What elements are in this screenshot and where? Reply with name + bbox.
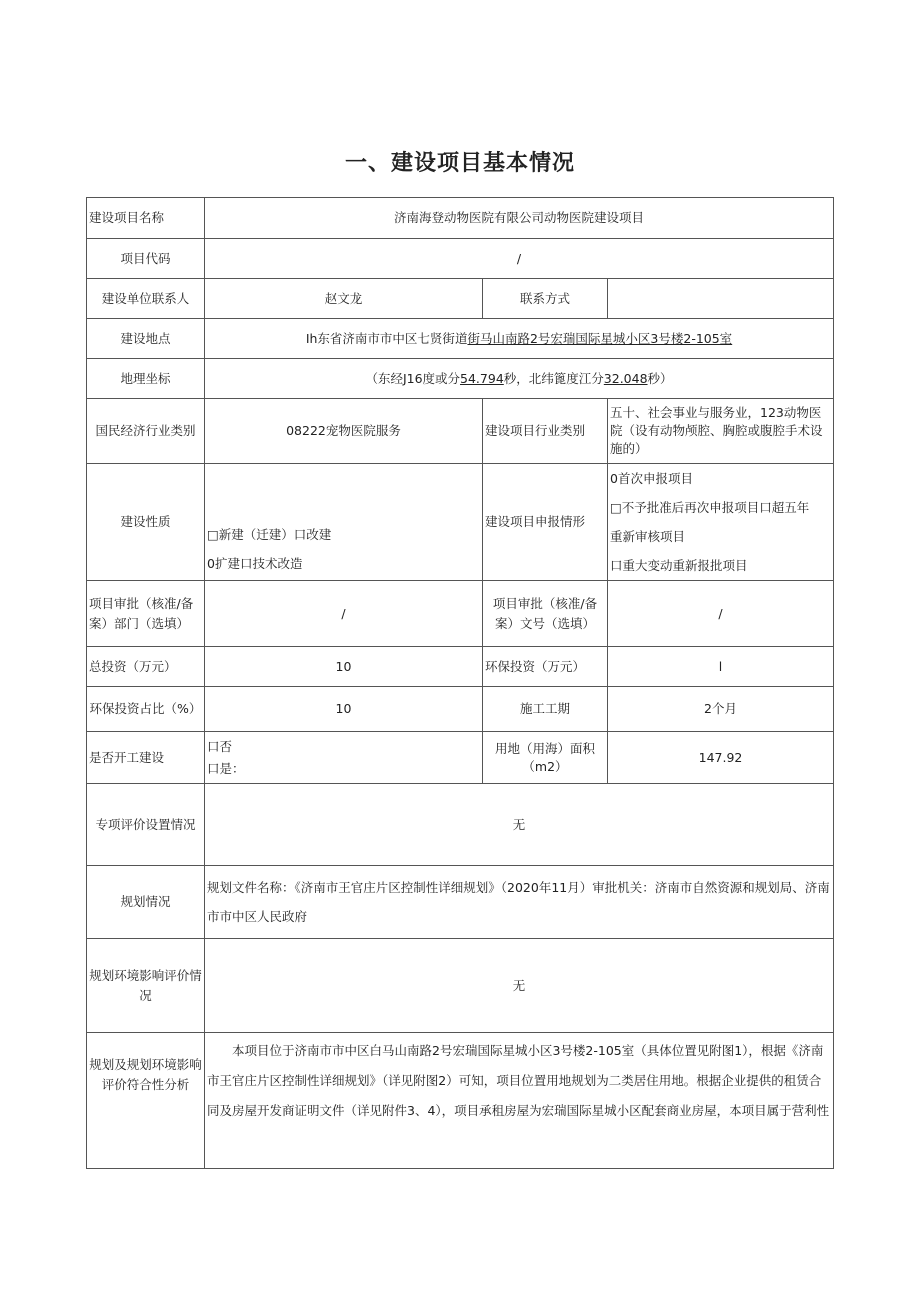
row-special	[87, 784, 834, 866]
value-approval-no: /	[608, 581, 834, 647]
coords-lat: 32.048	[603, 370, 648, 386]
label-coords: 地理坐标	[87, 359, 205, 399]
label-industry: 国民经济行业类别	[87, 399, 205, 464]
page-title: 一、建设项目基本情况	[344, 151, 575, 176]
value-contact: 赵文龙	[205, 279, 483, 319]
value-env-ratio: 10	[205, 687, 483, 732]
label-location: 建设地点	[87, 319, 205, 359]
value-project-code: /	[205, 239, 834, 279]
value-nature	[205, 464, 483, 581]
value-planning: 规划文件名称：《济南市王官庄片区控制性详细规划》（2020年11月）审批机关：济南市自然资源和规划局、济南市市中区人民政府	[205, 866, 834, 939]
report-option-1: 0首次申报项目	[610, 471, 693, 486]
report-option-4: 口重大变动重新报批项目	[610, 558, 748, 573]
value-coords	[205, 359, 834, 399]
value-env-investment: l	[608, 647, 834, 687]
label-planning: 规划情况	[87, 866, 205, 939]
label-investment: 总投资（万元）	[87, 647, 205, 687]
coords-p1: （东经J16度或分	[365, 370, 461, 386]
location-prefix: Ih东省济南市市中区七贤街道	[305, 330, 468, 346]
row-industry	[87, 399, 834, 464]
row-approval	[87, 581, 834, 647]
row-location	[87, 319, 834, 359]
value-project-name: 济南海登动物医院有限公司动物医院建设项目	[205, 198, 834, 239]
label-construction-period: 施工工期	[483, 687, 608, 732]
value-started	[205, 732, 483, 784]
label-started: 是否开工建设	[87, 732, 205, 784]
label-project-name: 建设项目名称	[87, 198, 205, 239]
value-planning-eia: 无	[205, 939, 834, 1033]
value-approval-dept: /	[205, 581, 483, 647]
row-planning	[87, 866, 834, 939]
row-investment	[87, 647, 834, 687]
value-contact-method	[608, 279, 834, 319]
label-approval-no: 项目审批（核准/备案）文号（选填）	[483, 581, 608, 647]
label-special-eval: 专项评价设置情况	[87, 784, 205, 866]
report-option-3: 重新审核项目	[610, 529, 686, 544]
label-land-area: 用地（用海）面积（m2）	[483, 732, 608, 784]
row-coords	[87, 359, 834, 399]
label-industry-category: 建设项目行业类别	[483, 399, 608, 464]
label-env-investment: 环保投资（万元）	[483, 647, 608, 687]
location-underlined: 街马山南路2号宏瑞国际星城小区3号楼2-105室	[467, 330, 733, 346]
label-conformity: 规划及规划环境影响评价符合性分析	[87, 1033, 205, 1169]
label-planning-eia: 规划环境影响评价情况	[87, 939, 205, 1033]
label-contact-method: 联系方式	[483, 279, 608, 319]
label-report-situation: 建设项目申报情形	[483, 464, 608, 581]
value-special-eval: 无	[205, 784, 834, 866]
coords-lng: 54.794	[460, 370, 504, 386]
value-industry: 08222宠物医院服务	[205, 399, 483, 464]
value-conformity: 本项目位于济南市市中区白马山南路2号宏瑞国际星城小区3号楼2-105室（具体位置见附图1），根据《济南市王官庄片区控制性详细规划》（详见附图2）可知，项目位置用地规划为二类居住用地。根据企业提供的租赁合同及房屋开发商证明文件（详见附件3、4），项目承租房屋为宏瑞国际星城小区配套商业房屋，本项目属于营利性	[205, 1033, 834, 1169]
row-project-name	[87, 198, 834, 239]
label-approval-dept: 项目审批（核准/备案）部门（选填）	[87, 581, 205, 647]
row-planning-eia	[87, 939, 834, 1033]
value-construction-period: 2个月	[608, 687, 834, 732]
report-option-2: □不予批准后再次申报项目口超五年	[610, 500, 810, 515]
value-location	[205, 319, 834, 359]
nature-option-line2: 0扩建口技术改造	[207, 556, 303, 571]
value-investment: 10	[205, 647, 483, 687]
row-project-code	[87, 239, 834, 279]
label-env-ratio: 环保投资占比（%）	[87, 687, 205, 732]
row-ratio	[87, 687, 834, 732]
row-conformity	[87, 1033, 834, 1169]
started-option-no: 口否	[207, 738, 233, 754]
label-project-code: 项目代码	[87, 239, 205, 279]
nature-option-line1: □新建（迁建）口改建	[207, 527, 332, 542]
coords-p2: 秒，北纬篦度江分	[503, 370, 604, 386]
coords-p3: 秒）	[647, 370, 673, 386]
value-land-area: 147.92	[608, 732, 834, 784]
row-contact	[87, 279, 834, 319]
value-report-situation	[608, 464, 834, 581]
started-option-yes: 口是：	[207, 760, 245, 776]
label-contact: 建设单位联系人	[87, 279, 205, 319]
row-nature	[87, 464, 834, 581]
value-industry-category: 五十、社会事业与服务业，123动物医院（设有动物颅腔、胸腔或腹腔手术设施的）	[608, 399, 834, 464]
label-nature: 建设性质	[87, 464, 205, 581]
project-info-table	[86, 197, 834, 1169]
row-started	[87, 732, 834, 784]
